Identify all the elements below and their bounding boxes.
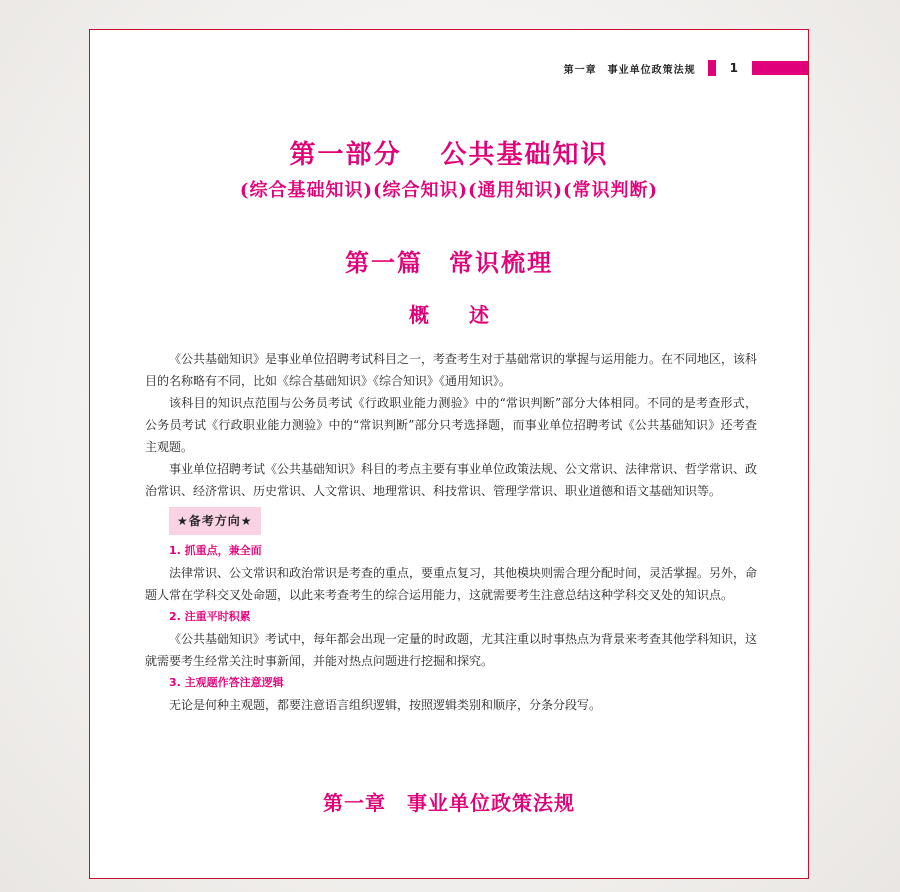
- section-title: 第一篇 常识梳理: [345, 248, 553, 277]
- page-number: 1: [729, 61, 738, 75]
- prep-item-text: 《公共基础知识》考试中，每年都会出现一定量的时政题，尤其注重以时事热点为背景来考查其他学科知识，这就需要考生经常关注时事新闻，并能对热点问题进行挖掘和探究。: [145, 632, 758, 668]
- running-header: [564, 60, 808, 76]
- prep-item-text: 无论是何种主观题，都要注意语言组织逻辑，按照逻辑类别和顺序，分条分段写。: [169, 698, 602, 712]
- intro-paragraph: 事业单位招聘考试《公共基础知识》科目的考点主要有事业单位政策法规、公文常识、法律常识、哲学常识、政治常识、经济常识、历史常识、人文常识、地理常识、科技常识、管理学常识、职业道德和语文基础知识等。: [145, 462, 758, 498]
- header-bar: [752, 61, 808, 75]
- intro-paragraph: 《公共基础知识》是事业单位招聘考试科目之一，考查考生对于基础常识的掌握与运用能力。在不同地区，该科目的名称略有不同，比如《综合基础知识》《综合知识》《通用知识》。: [145, 352, 758, 388]
- overview-title: 概 述: [409, 303, 489, 327]
- document-page: [89, 29, 809, 879]
- chapter-title: 第一章 事业单位政策法规: [323, 791, 575, 815]
- prep-direction-label: ★备考方向★: [169, 507, 261, 535]
- prep-item-text: 法律常识、公文常识和政治常识是考查的重点，要重点复习，其他模块则需合理分配时间，灵活掌握。另外，命题人常在学科交叉处命题，以此来考查考生的综合运用能力，这就需要考生注意总结这种学科交叉处的知识点。: [145, 566, 758, 602]
- header-marker: [708, 60, 716, 76]
- intro-paragraph: 该科目的知识点范围与公务员考试《行政职业能力测验》中的“常识判断”部分大体相同。不同的是考查形式，公务员考试《行政职业能力测验》中的“常识判断”部分只考选择题，而事业单位招聘考试《公共基础知识》还考查主观题。: [145, 396, 757, 454]
- prep-item-heading: 3. 主观题作答注意逻辑: [169, 676, 284, 689]
- part-subtitle: (综合基础知识)(综合知识)(通用知识)(常识判断): [239, 180, 659, 201]
- part-title: 第一部分 公共基础知识: [289, 140, 609, 170]
- running-title: 第一章 事业单位政策法规: [563, 64, 696, 76]
- prep-item-heading: 2. 注重平时积累: [169, 610, 251, 623]
- body-text: [145, 348, 757, 716]
- prep-item-heading: 1. 抓重点，兼全面: [169, 544, 262, 557]
